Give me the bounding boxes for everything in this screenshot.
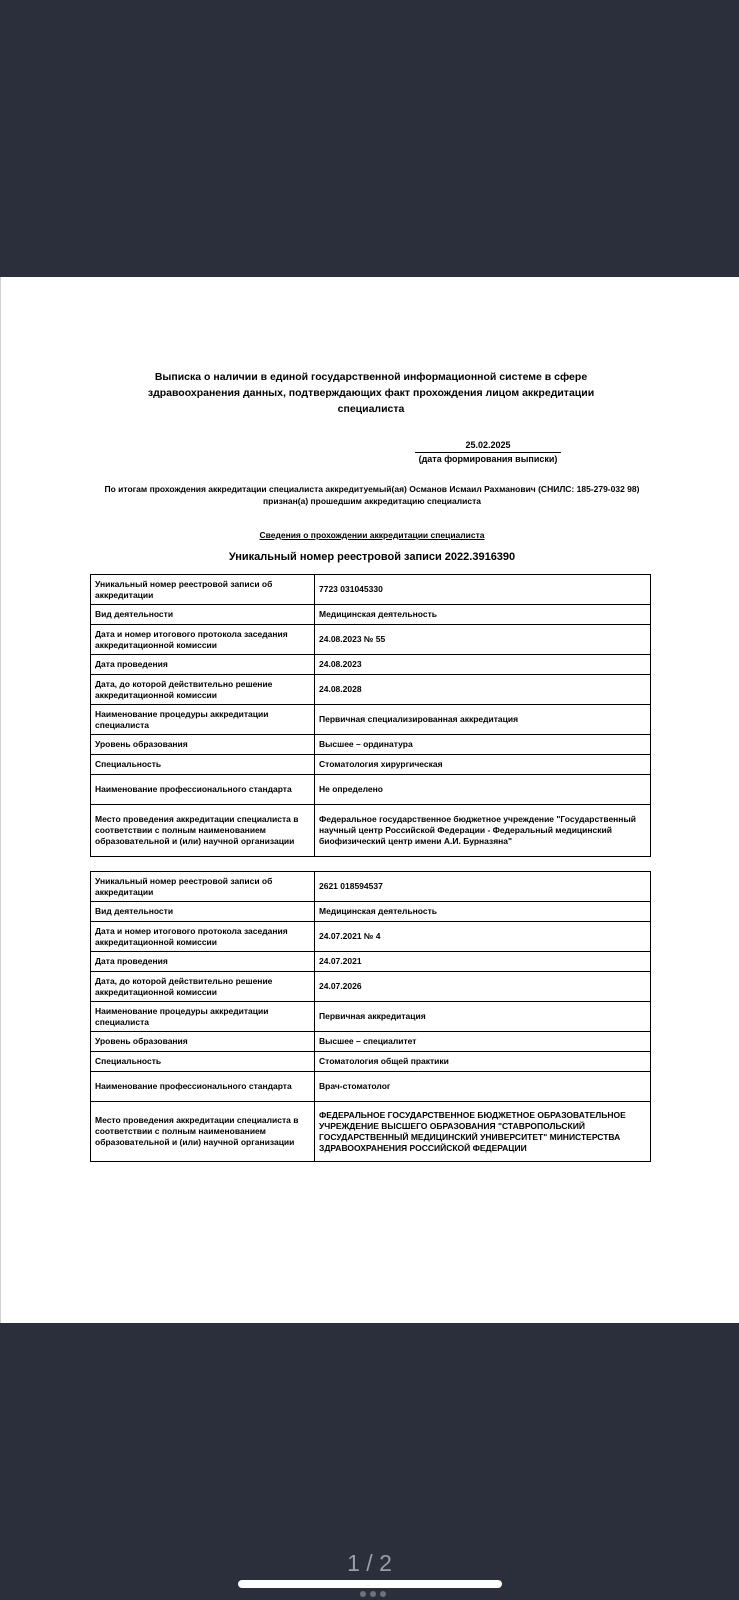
statement-date-caption: (дата формирования выписки) — [418, 454, 558, 464]
table-row — [91, 1052, 651, 1072]
row-value: Первичная специализированная аккредитация — [315, 705, 651, 735]
table-row — [91, 952, 651, 972]
row-value: 7723 031045330 — [315, 575, 651, 605]
row-value: Первичная аккредитация — [315, 1002, 651, 1032]
row-label: Специальность — [91, 1052, 315, 1072]
table-row — [91, 675, 651, 705]
row-value: 24.08.2023 — [315, 655, 651, 675]
accreditation-table-1 — [90, 574, 651, 857]
date-block — [415, 440, 561, 466]
table-row — [91, 1102, 651, 1162]
row-label: Дата проведения — [91, 952, 315, 972]
row-value: 24.07.2021 — [315, 952, 651, 972]
table-row — [91, 872, 651, 902]
row-label: Дата, до которой действительно решение аккредитационной комиссии — [91, 675, 315, 705]
table-row — [91, 625, 651, 655]
table-row — [91, 775, 651, 805]
row-value: ФЕДЕРАЛЬНОЕ ГОСУДАРСТВЕННОЕ БЮДЖЕТНОЕ ОБРАЗОВАТЕЛЬНОЕ УЧРЕЖДЕНИЕ ВЫСШЕГО ОБРАЗОВАНИЯ "СТАВРОПОЛЬСКИЙ ГОСУДАРСТВЕННЫЙ МЕДИЦИНСКИЙ УНИВЕРСИТЕТ" МИНИСТЕРСТВА ЗДРАВООХРАНЕНИЯ РОССИЙСКОЙ ФЕДЕРАЦИИ — [315, 1102, 651, 1162]
row-value: 24.08.2023 № 55 — [315, 625, 651, 655]
table-row — [91, 655, 651, 675]
table-row — [91, 705, 651, 735]
row-label: Наименование профессионального стандарта — [91, 775, 315, 805]
intro-text: По итогам прохождения аккредитации специалиста аккредитуемый(ая) Османов Исмаил Рахманович (СНИЛС: 185-279-032 98) признан(а) прошедшим аккредитацию специалиста — [104, 484, 640, 506]
statement-date: 25.02.2025 — [415, 440, 561, 453]
row-label: Специальность — [91, 755, 315, 775]
accreditation-table-2 — [90, 871, 651, 1162]
table-row — [91, 1072, 651, 1102]
row-value: 2621 018594537 — [315, 872, 651, 902]
row-label: Место проведения аккредитации специалиста в соответствии с полным наименованием образовательной и (или) научной организации — [91, 1102, 315, 1162]
row-value: 24.07.2026 — [315, 972, 651, 1002]
table-row — [91, 605, 651, 625]
table-row — [91, 972, 651, 1002]
row-label: Дата и номер итогового протокола заседания аккредитационной комиссии — [91, 625, 315, 655]
table-row — [91, 755, 651, 775]
row-value: Медицинская деятельность — [315, 605, 651, 625]
row-label: Наименование процедуры аккредитации специалиста — [91, 705, 315, 735]
row-value: 24.08.2028 — [315, 675, 651, 705]
row-value: 24.07.2021 № 4 — [315, 922, 651, 952]
page-dot[interactable] — [370, 1591, 376, 1597]
page-dot[interactable] — [360, 1591, 366, 1597]
row-label: Наименование процедуры аккредитации специалиста — [91, 1002, 315, 1032]
row-label: Уровень образования — [91, 735, 315, 755]
row-label: Дата и номер итогового протокола заседания аккредитационной комиссии — [91, 922, 315, 952]
row-label: Уникальный номер реестровой записи об аккредитации — [91, 872, 315, 902]
row-value: Высшее – ординатура — [315, 735, 651, 755]
row-label: Дата проведения — [91, 655, 315, 675]
row-value: Стоматология общей практики — [315, 1052, 651, 1072]
section-title: Сведения о прохождении аккредитации специалиста — [259, 530, 485, 540]
row-label: Наименование профессионального стандарта — [91, 1072, 315, 1102]
table-row — [91, 805, 651, 857]
table-row — [91, 575, 651, 605]
row-value: Медицинская деятельность — [315, 902, 651, 922]
page-dots[interactable] — [353, 1591, 393, 1599]
row-label: Уровень образования — [91, 1032, 315, 1052]
table-row — [91, 902, 651, 922]
table-row — [91, 922, 651, 952]
row-label: Уникальный номер реестровой записи об аккредитации — [91, 575, 315, 605]
document-page — [0, 277, 739, 1323]
row-value: Не определено — [315, 775, 651, 805]
home-indicator-bar[interactable] — [238, 1580, 502, 1588]
row-label: Вид деятельности — [91, 902, 315, 922]
record-title: Уникальный номер реестровой записи 2022.3916390 — [228, 551, 516, 563]
row-label: Место проведения аккредитации специалиста в соответствии с полным наименованием образовательной и (или) научной организации — [91, 805, 315, 857]
row-value: Федеральное государственное бюджетное учреждение "Государственный научный центр Российской Федерации - Федеральный медицинский биофизический центр имени А.И. Бурназяна" — [315, 805, 651, 857]
row-label: Вид деятельности — [91, 605, 315, 625]
table-row — [91, 1032, 651, 1052]
page-indicator: 1 / 2 — [347, 1550, 392, 1576]
table-row — [91, 1002, 651, 1032]
page-dot[interactable] — [380, 1591, 386, 1597]
row-value: Стоматология хирургическая — [315, 755, 651, 775]
table-row — [91, 735, 651, 755]
document-title: Выписка о наличии в единой государственной информационной системе в сфере здравоохранения данных, подтверждающих факт прохождения лицом аккредитации специалиста — [147, 371, 595, 415]
row-value: Высшее – специалитет — [315, 1032, 651, 1052]
row-label: Дата, до которой действительно решение аккредитационной комиссии — [91, 972, 315, 1002]
row-value: Врач-стоматолог — [315, 1072, 651, 1102]
